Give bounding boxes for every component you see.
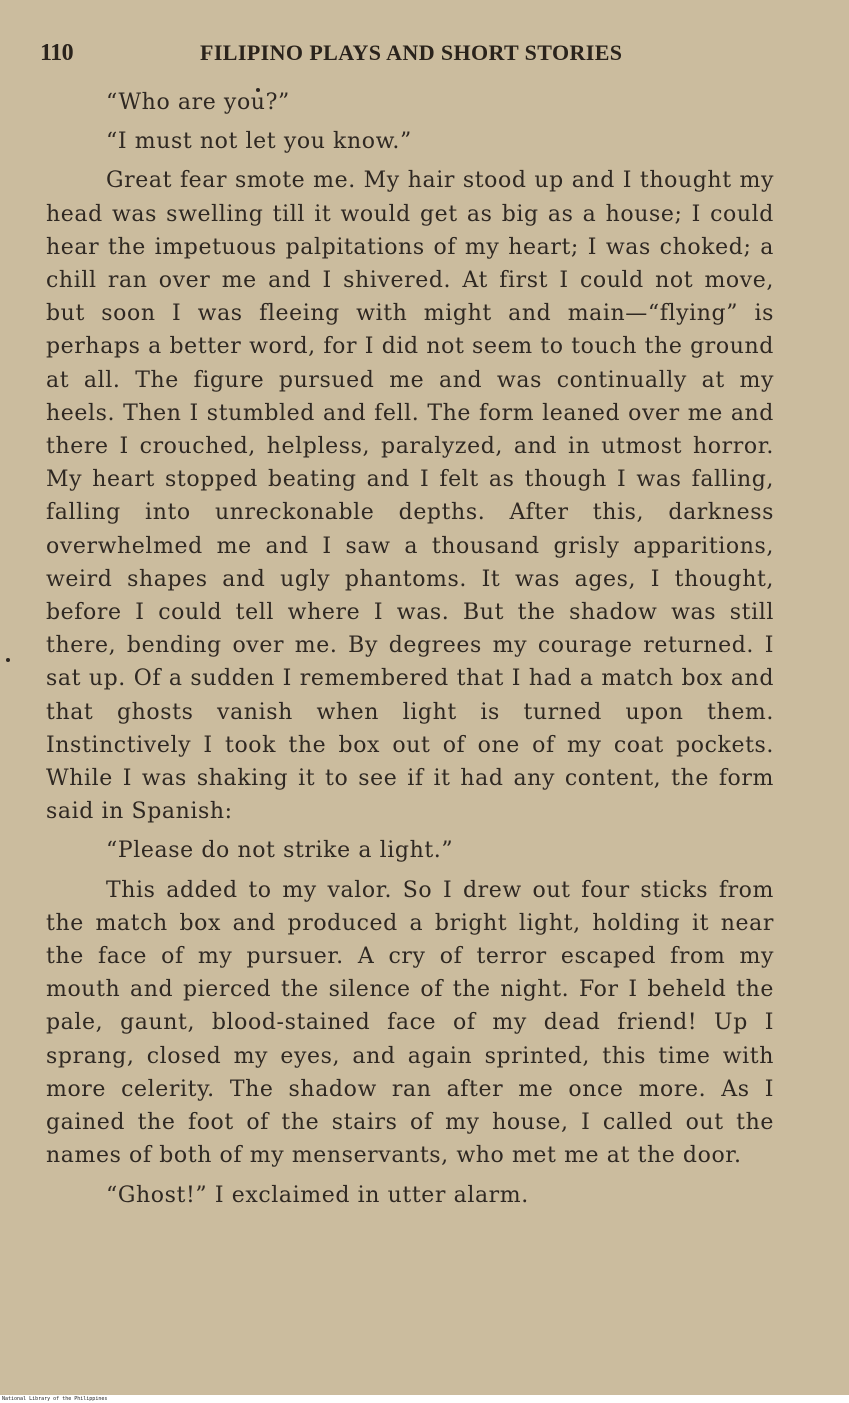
page-number: 110: [40, 40, 74, 66]
page-header: [40, 40, 849, 72]
scan-credit: National Library of the Philippines: [0, 1395, 849, 1403]
paragraph: This added to my valor. So I drew out four sticks from the match box and produced a bright light, holding it near the face of my pursuer. A cry of terror escaped from my mouth and pierced the silence of the night. For I beheld the pale, gaunt, blood-stained face of my dead friend! Up I sprang, closed my eyes, and again sprinted, this time with more celerity. The shadow ran after me once more. As I gained the foot of the stairs of my house, I called out the names of both of my menservants, who met me at the door.: [46, 877, 774, 1169]
paragraph: “I must not let you know.”: [106, 129, 412, 155]
paragraph: Great fear smote me. My hair stood up and I thought my head was swelling till it would get as big as a house; I could hear the impetuous palpitations of my heart; I was choked; a chill ran over me and I shivered. At first I could not move, but soon I was fleeing with might and main—“flying” is perhaps a better word, for I did not seem to touch the ground at all. The figure pursued me and was continually at my heels. Then I stumbled and fell. The form leaned over me and there I crouched, helpless, paralyzed, and in utmost horror. My heart stopped beating and I felt as though I was falling, falling into unreckonable depths. After this, darkness overwhelmed me and I saw a thousand grisly apparitions, weird shapes and ugly phantoms. It was ages, I thought, before I could tell where I was. But the shadow was still there, bending over me. By degrees my courage returned. I sat up. Of a sudden I remembered that I had a match box and that ghosts vanish when light is turned upon them. Instinctively I took the box out of one of my coat pockets. While I was shaking it to see if it had any content, the form said in Spanish:: [46, 168, 774, 825]
paragraph: “Ghost!” I exclaimed in utter alarm.: [106, 1182, 529, 1208]
running-title: FILIPINO PLAYS AND SHORT STORIES: [200, 40, 623, 65]
body-text: [46, 86, 774, 1218]
margin-speck: [6, 658, 10, 662]
paragraph: “Please do not strike a light.”: [106, 838, 454, 864]
paragraph: “Who are you?”: [106, 90, 290, 115]
